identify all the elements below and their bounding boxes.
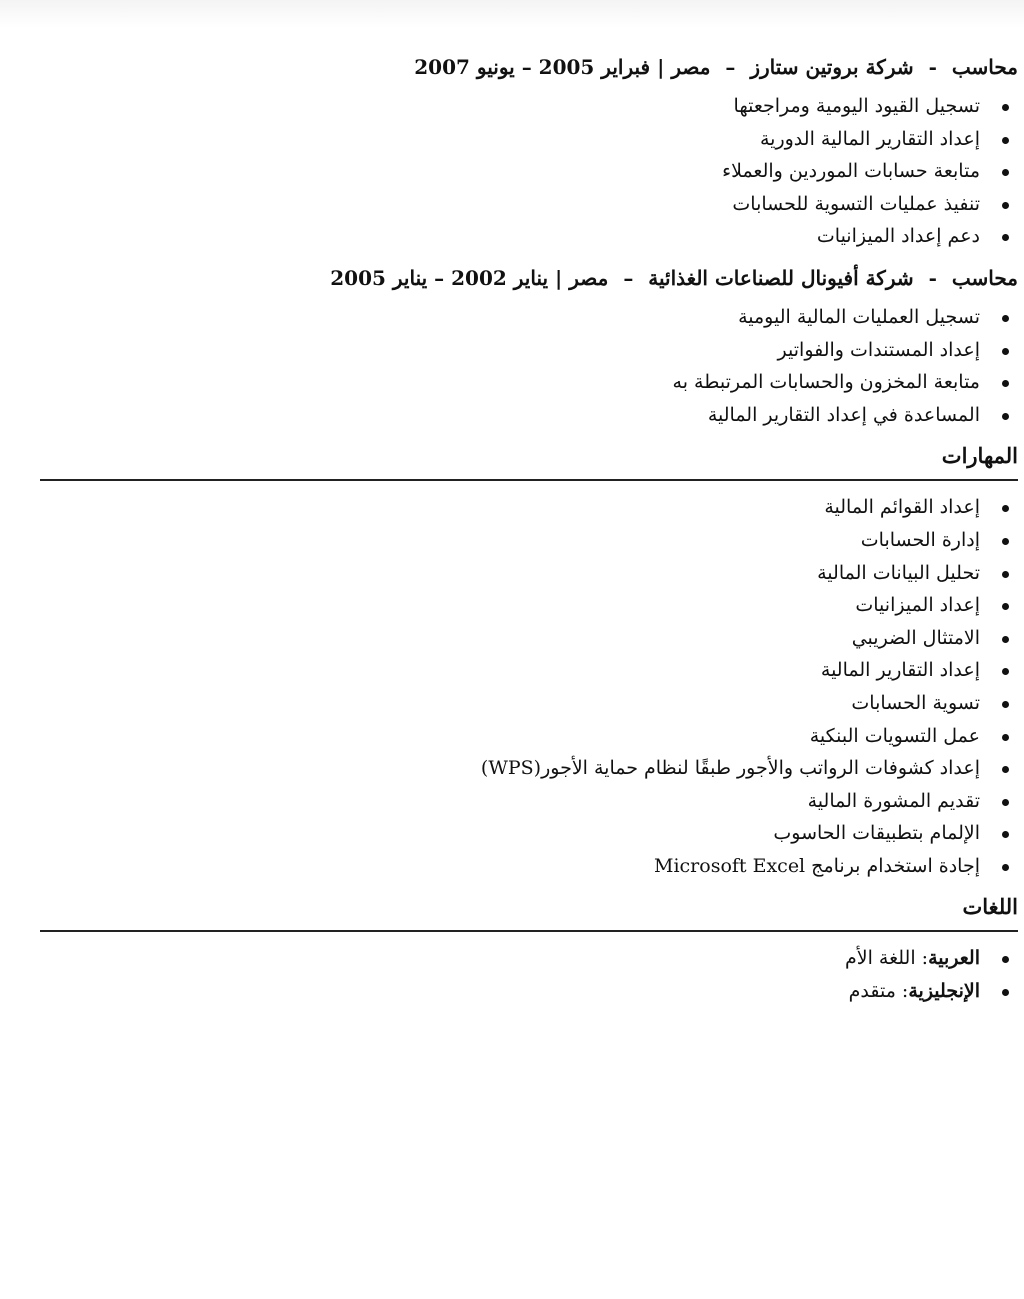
languages-list	[40, 942, 1018, 1007]
separator-dash: -	[928, 55, 937, 79]
job-entry	[40, 263, 1018, 431]
task-list	[40, 90, 1018, 253]
list-item: إعداد كشوفات الرواتب والأجور طبقًا لنظام حماية الأجور(WPS)	[40, 752, 1018, 785]
job-role: محاسب	[951, 265, 1018, 290]
separator-dash: -	[928, 265, 937, 290]
colon: :	[915, 947, 929, 970]
section-divider	[40, 479, 1018, 481]
job-location: مصر	[671, 55, 711, 79]
list-item: المساعدة في إعداد التقارير المالية	[40, 399, 1018, 432]
list-item: إعداد التقارير المالية الدورية	[40, 123, 1018, 156]
list-item: إعداد المستندات والفواتير	[40, 334, 1018, 367]
colon: :	[895, 980, 909, 1003]
separator-dash: –	[623, 265, 634, 290]
list-item: تسوية الحسابات	[40, 687, 1018, 720]
language-name: العربية	[928, 947, 980, 970]
list-item: تنفيذ عمليات التسوية للحسابات	[40, 188, 1018, 221]
job-entry	[40, 52, 1018, 253]
skills-list	[40, 491, 1018, 882]
list-item: إعداد الميزانيات	[40, 589, 1018, 622]
job-title	[40, 263, 1018, 293]
list-item: إعداد التقارير المالية	[40, 654, 1018, 687]
list-item	[40, 975, 1018, 1008]
list-item: متابعة حسابات الموردين والعملاء	[40, 155, 1018, 188]
job-company: شركة بروتين ستارز	[750, 55, 914, 79]
language-level: متقدم	[848, 980, 896, 1003]
list-item: تسجيل العمليات المالية اليومية	[40, 301, 1018, 334]
list-item: متابعة المخزون والحسابات المرتبطة به	[40, 366, 1018, 399]
job-company: شركة أفيونال للصناعات الغذائية	[648, 265, 914, 290]
job-period: يناير 2002 – يناير 2005	[330, 265, 549, 290]
job-period: فبراير 2005 – يونيو 2007	[414, 55, 651, 79]
list-item: دعم إعداد الميزانيات	[40, 220, 1018, 253]
job-title	[40, 52, 1018, 82]
separator-pipe: |	[555, 265, 563, 290]
language-level: اللغة الأم	[844, 947, 916, 970]
list-item: تقديم المشورة المالية	[40, 785, 1018, 818]
list-item: إعداد القوائم المالية	[40, 491, 1018, 524]
language-name: الإنجليزية	[908, 980, 980, 1003]
task-list	[40, 301, 1018, 431]
section-divider	[40, 930, 1018, 932]
list-item: تحليل البيانات المالية	[40, 557, 1018, 590]
separator-pipe: |	[657, 55, 665, 79]
top-strip	[0, 0, 1024, 28]
list-item: إجادة استخدام برنامج Microsoft Excel	[40, 850, 1018, 883]
cv-page	[40, 52, 1018, 1008]
list-item	[40, 942, 1018, 975]
list-item: الإلمام بتطبيقات الحاسوب	[40, 817, 1018, 850]
list-item: عمل التسويات البنكية	[40, 720, 1018, 753]
languages-heading: اللغات	[962, 894, 1018, 920]
separator-dash: –	[725, 55, 736, 79]
list-item: إدارة الحسابات	[40, 524, 1018, 557]
list-item: تسجيل القيود اليومية ومراجعتها	[40, 90, 1018, 123]
list-item: الامتثال الضريبي	[40, 622, 1018, 655]
job-role: محاسب	[951, 55, 1018, 79]
skills-heading: المهارات	[941, 443, 1018, 469]
job-location: مصر	[569, 265, 609, 290]
